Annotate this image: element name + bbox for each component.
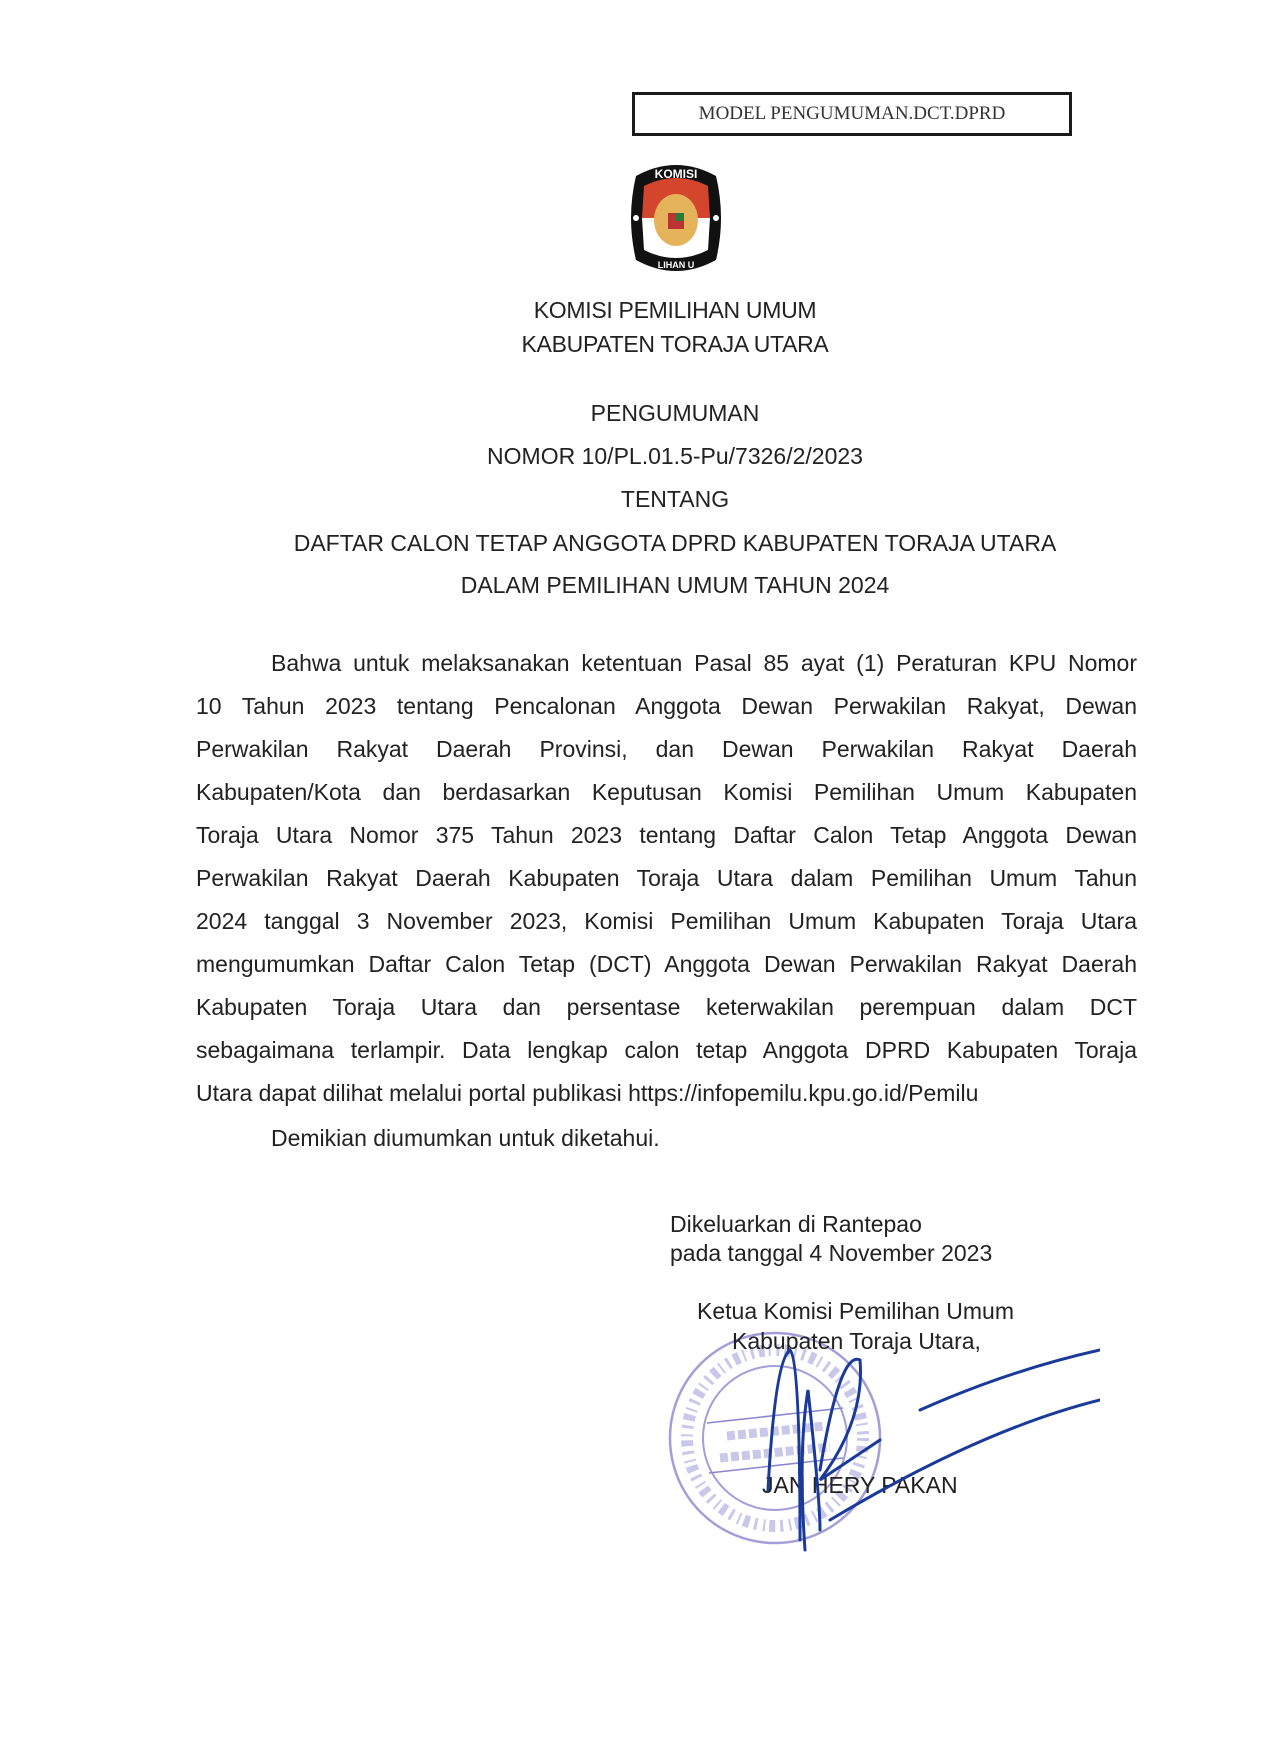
body-line: Perwakilan Rakyat Daerah Kabupaten Toraja Utara dalam Pemilihan Umum Tahun bbox=[196, 865, 1137, 891]
region-name: KABUPATEN TORAJA UTARA bbox=[521, 331, 829, 357]
closing-line: Demikian diumumkan untuk diketahui. bbox=[271, 1125, 660, 1151]
institution-name: KOMISI PEMILIHAN UMUM bbox=[533, 297, 817, 323]
body-line: Utara dapat dilihat melalui portal publikasi https://infopemilu.kpu.go.id/Pemilu bbox=[196, 1080, 979, 1106]
svg-text:LIHAN U: LIHAN U bbox=[657, 260, 695, 270]
body-line: 2024 tanggal 3 November 2023, Komisi Pemilihan Umum Kabupaten Toraja Utara bbox=[196, 908, 1137, 934]
body-line: Kabupaten Toraja Utara dan persentase keterwakilan perempuan dalam DCT bbox=[196, 994, 1137, 1020]
handwritten-signature bbox=[680, 1300, 1100, 1560]
signatory-name: JAN HERY PAKAN bbox=[762, 1472, 958, 1498]
doc-type: PENGUMUMAN bbox=[590, 400, 760, 426]
document-model-label bbox=[632, 92, 1072, 136]
svg-text:KOMISI: KOMISI bbox=[654, 167, 698, 181]
doc-number: NOMOR 10/PL.01.5-Pu/7326/2/2023 bbox=[487, 443, 863, 469]
doc-subject-line1: DAFTAR CALON TETAP ANGGOTA DPRD KABUPATEN TORAJA UTARA bbox=[293, 530, 1057, 556]
body-line: Kabupaten/Kota dan berdasarkan Keputusan Komisi Pemilihan Umum Kabupaten bbox=[196, 779, 1137, 805]
body-line: Bahwa untuk melaksanakan ketentuan Pasal 85 ayat (1) Peraturan KPU Nomor bbox=[271, 650, 1137, 676]
body-line: 10 Tahun 2023 tentang Pencalonan Anggota Dewan Perwakilan Rakyat, Dewan bbox=[196, 693, 1137, 719]
body-line: Toraja Utara Nomor 375 Tahun 2023 tentang Daftar Calon Tetap Anggota Dewan bbox=[196, 822, 1137, 848]
doc-about: TENTANG bbox=[620, 486, 730, 512]
signatory-title-line2: Kabupaten Toraja Utara, bbox=[732, 1328, 981, 1354]
model-label-text: MODEL PENGUMUMAN.DCT.DPRD bbox=[698, 103, 1006, 124]
body-line: mengumumkan Daftar Calon Tetap (DCT) Anggota Dewan Perwakilan Rakyat Daerah bbox=[196, 951, 1137, 977]
body-line: sebagaimana terlampir. Data lengkap calon tetap Anggota DPRD Kabupaten Toraja bbox=[196, 1037, 1137, 1063]
issued-date: pada tanggal 4 November 2023 bbox=[670, 1240, 993, 1266]
kpu-logo bbox=[628, 158, 724, 278]
doc-subject-line2: DALAM PEMILIHAN UMUM TAHUN 2024 bbox=[460, 572, 890, 598]
body-line: Perwakilan Rakyat Daerah Provinsi, dan Dewan Perwakilan Rakyat Daerah bbox=[196, 736, 1137, 762]
issued-place: Dikeluarkan di Rantepao bbox=[670, 1211, 922, 1237]
signatory-title-line1: Ketua Komisi Pemilihan Umum bbox=[697, 1298, 1015, 1324]
